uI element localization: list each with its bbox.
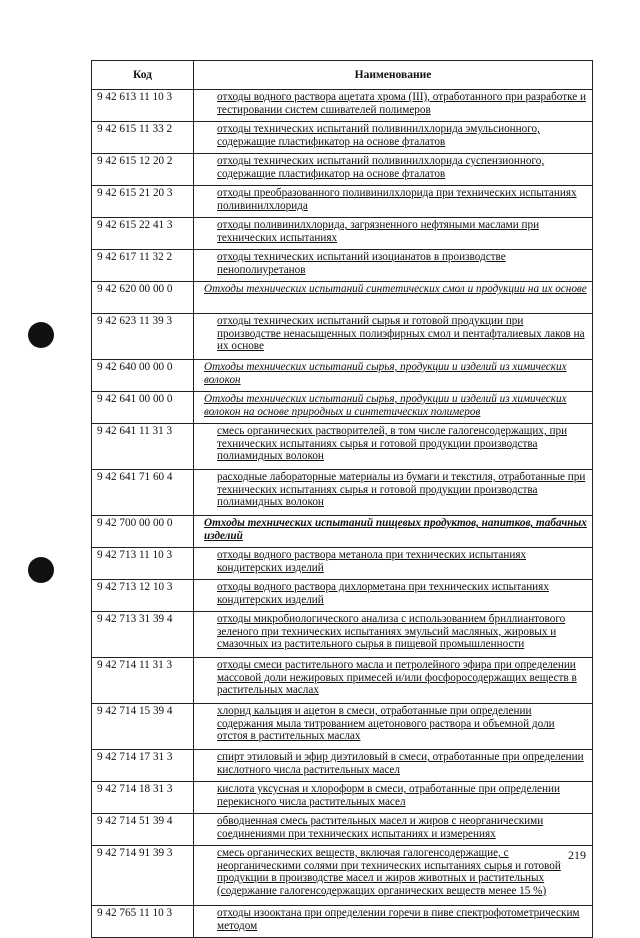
waste-name-cell <box>194 392 593 424</box>
waste-code-cell: 9 42 714 11 31 3 <box>92 658 194 704</box>
waste-code-cell: 9 42 620 00 00 0 <box>92 282 194 314</box>
waste-code-cell: 9 42 713 12 10 3 <box>92 580 194 612</box>
waste-code-cell: 9 42 713 11 10 3 <box>92 548 194 580</box>
table-row <box>92 122 593 154</box>
table-row <box>92 186 593 218</box>
waste-code-cell: 9 42 714 18 31 3 <box>92 782 194 814</box>
waste-name-text: расходные лабораторные материалы из бумаги и текстиля, отработанные при технических испытаниях сырья и готовой продукции производства полиамидных волокон <box>217 471 586 509</box>
table-row <box>92 750 593 782</box>
waste-code-cell: 9 42 714 15 39 4 <box>92 704 194 750</box>
table-row <box>92 906 593 938</box>
waste-name-text: Отходы технических испытаний пищевых продуктов, напитков, табачных изделий <box>204 517 587 542</box>
waste-name-cell <box>194 90 593 122</box>
table-row <box>92 516 593 548</box>
waste-name-cell <box>194 122 593 154</box>
waste-name-cell <box>194 218 593 250</box>
waste-name-cell <box>194 470 593 516</box>
waste-name-text: отходы микробиологического анализа с использованием бриллиантового зеленого при технических испытаниях эмульсий масляных, жировых и смазочных из растительного сырья в пищевой промышленности <box>217 613 566 651</box>
waste-name-cell <box>194 282 593 314</box>
waste-name-cell <box>194 814 593 846</box>
waste-name-text: отходы водного раствора ацетата хрома (III), отработанного при разработке и тестировании систем сшивателей полимеров <box>217 91 587 116</box>
waste-code-cell: 9 42 613 11 10 3 <box>92 90 194 122</box>
waste-name-text: отходы технических испытаний сырья и готовой продукции при производстве ненасыщенных полиэфирных смол и пентафталиевых лаков на их основе <box>217 315 585 353</box>
table-row <box>92 548 593 580</box>
table-row <box>92 612 593 658</box>
table-row <box>92 424 593 470</box>
page-number: 219 <box>568 848 586 862</box>
waste-name-text: отходы технических испытаний поливинилхлорида эмульсионного, содержащие пластификатор на основе фталатов <box>217 123 540 148</box>
waste-code-cell: 9 42 623 11 39 3 <box>92 314 194 360</box>
waste-name-text: Отходы технических испытаний синтетических смол и продукции на их основе <box>204 283 587 295</box>
table-row <box>92 846 593 906</box>
punch-hole-lower <box>28 557 54 583</box>
waste-code-cell: 9 42 615 12 20 2 <box>92 154 194 186</box>
waste-name-cell <box>194 658 593 704</box>
waste-name-cell <box>194 846 593 906</box>
table-row <box>92 314 593 360</box>
table-row <box>92 782 593 814</box>
waste-name-text: отходы смеси растительного масла и петролейного эфира при определении массовой доли нежировых примесей и/или фосфоросодержащих веществ в растительных маслах <box>217 659 577 697</box>
table-row <box>92 580 593 612</box>
waste-name-text: хлорид кальция и ацетон в смеси, отработанные при определении содержания мыла титрованием ацетонового раствора и объемной доли отстоя в растительных маслах <box>217 705 555 743</box>
table-row <box>92 250 593 282</box>
waste-name-text: отходы водного раствора дихлорметана при технических испытаниях кондитерских изделий <box>217 581 549 606</box>
waste-name-text: отходы технических испытаний поливинилхлорида суспензионного, содержащие пластификатор на основе фталатов <box>217 155 545 180</box>
column-header-code: Код <box>92 61 194 90</box>
waste-name-text: кислота уксусная и хлороформ в смеси, отработанные при определении перекисного числа растительных масел <box>217 783 560 808</box>
waste-name-text: спирт этиловый и эфир диэтиловый в смеси, отработанные при определении кислотного числа растительных масел <box>217 751 584 776</box>
waste-classification-table <box>91 60 593 938</box>
waste-name-cell <box>194 360 593 392</box>
waste-name-cell <box>194 186 593 218</box>
waste-code-cell: 9 42 641 71 60 4 <box>92 470 194 516</box>
waste-name-cell <box>194 154 593 186</box>
table-row <box>92 704 593 750</box>
waste-code-cell: 9 42 615 21 20 3 <box>92 186 194 218</box>
waste-code-cell: 9 42 714 91 39 3 <box>92 846 194 906</box>
waste-name-text: отходы преобразованного поливинилхлорида при технических испытаниях поливинилхлорида <box>217 187 577 212</box>
table-row <box>92 360 593 392</box>
punch-hole-upper <box>28 322 54 348</box>
table-row <box>92 658 593 704</box>
waste-code-cell: 9 42 700 00 00 0 <box>92 516 194 548</box>
waste-code-cell: 9 42 641 11 31 3 <box>92 424 194 470</box>
waste-name-text: отходы изооктана при определении горечи в пиве спектрофотометрическим методом <box>217 907 580 932</box>
column-header-name: Наименование <box>194 61 593 90</box>
table-row <box>92 218 593 250</box>
table-row <box>92 814 593 846</box>
waste-name-cell <box>194 782 593 814</box>
waste-name-cell <box>194 750 593 782</box>
waste-name-text: смесь органических веществ, включая галогенсодержащие, с неорганическими солями при технических испытаниях сырья и готовой продукции в производстве масел и жиров животных и растительных (содержание галогенсодержащих органических веществ менее 15 %) <box>217 847 561 897</box>
waste-name-text: смесь органических растворителей, в том числе галогенсодержащих, при технических испытаниях сырья и готовой продукции производства полиамидных волокон <box>217 425 568 463</box>
waste-name-cell <box>194 580 593 612</box>
waste-code-cell: 9 42 617 11 32 2 <box>92 250 194 282</box>
table-row <box>92 392 593 424</box>
waste-code-cell: 9 42 615 22 41 3 <box>92 218 194 250</box>
waste-name-cell <box>194 314 593 360</box>
table-header-row <box>92 61 593 90</box>
table-row <box>92 154 593 186</box>
waste-name-cell <box>194 704 593 750</box>
waste-name-text: отходы технических испытаний изоцианатов в производстве пенополиуретанов <box>217 251 506 276</box>
waste-name-text: отходы водного раствора метанола при технических испытаниях кондитерских изделий <box>217 549 527 574</box>
waste-name-cell <box>194 424 593 470</box>
waste-code-cell: 9 42 640 00 00 0 <box>92 360 194 392</box>
table-row <box>92 282 593 314</box>
waste-name-cell <box>194 250 593 282</box>
waste-code-cell: 9 42 713 31 39 4 <box>92 612 194 658</box>
waste-name-cell <box>194 516 593 548</box>
waste-code-cell: 9 42 641 00 00 0 <box>92 392 194 424</box>
waste-name-text: отходы поливинилхлорида, загрязненного нефтяными маслами при технических испытаниях <box>217 219 540 244</box>
waste-name-text: Отходы технических испытаний сырья, продукции и изделий из химических волокон на основе природных и синтетических полимеров <box>204 393 567 418</box>
waste-name-cell <box>194 612 593 658</box>
waste-code-cell: 9 42 714 51 39 4 <box>92 814 194 846</box>
waste-name-cell <box>194 906 593 938</box>
waste-code-cell: 9 42 765 11 10 3 <box>92 906 194 938</box>
waste-name-cell <box>194 548 593 580</box>
waste-name-text: обводненная смесь растительных масел и жиров с неорганическими соединениями при технических испытаниях и измерениях <box>217 815 544 840</box>
table-row <box>92 90 593 122</box>
waste-name-text: Отходы технических испытаний сырья, продукции и изделий из химических волокон <box>204 361 567 386</box>
waste-code-cell: 9 42 615 11 33 2 <box>92 122 194 154</box>
table-row <box>92 470 593 516</box>
waste-code-cell: 9 42 714 17 31 3 <box>92 750 194 782</box>
